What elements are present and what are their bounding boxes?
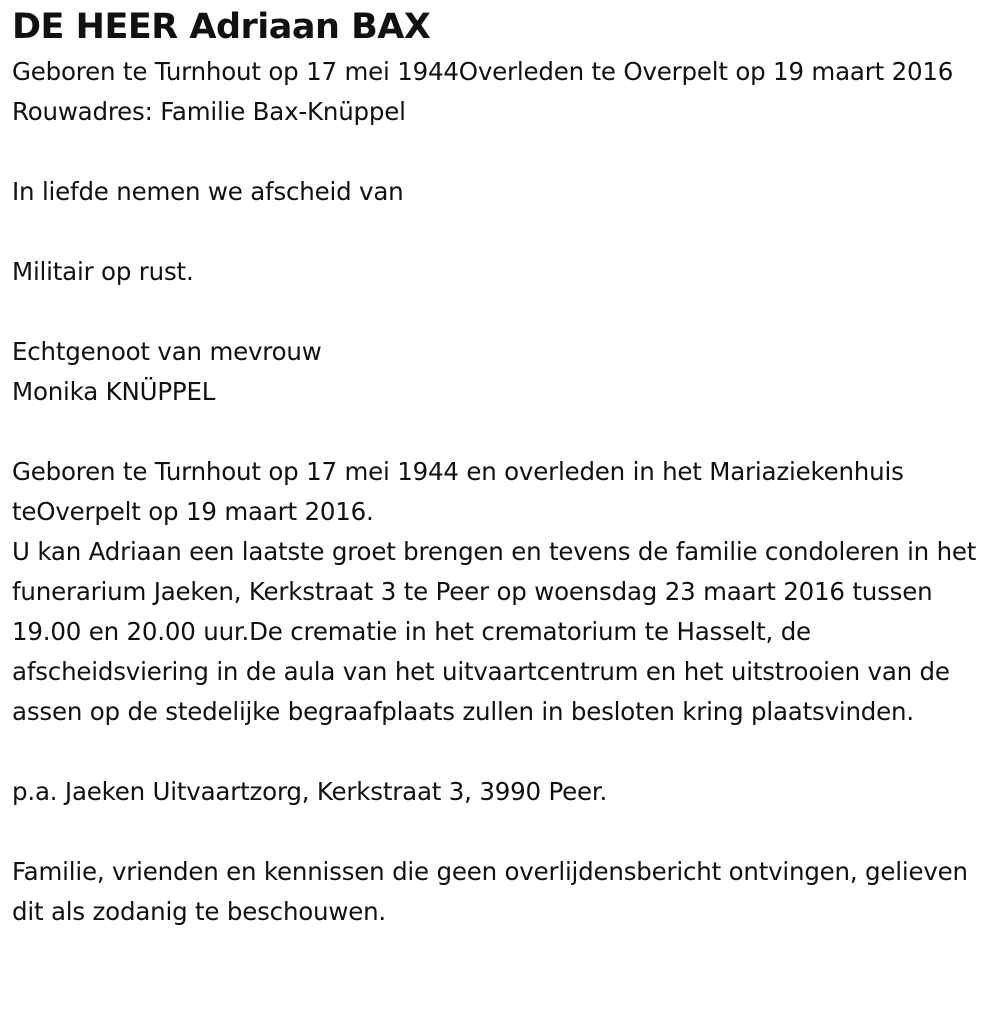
- notice-title: DE HEER Adriaan BAX: [12, 7, 431, 47]
- intro-line: In liefde nemen we afscheid van: [12, 177, 404, 206]
- birth-death-summary: Geboren te Turnhout op 17 mei 1944Overleden te Overpelt op 19 maart 2016: [12, 57, 954, 86]
- spacer: [12, 412, 988, 452]
- details-paragraph-2: U kan Adriaan een laatste groet brengen en tevens de familie condoleren in het funerarium Jaeken, Kerkstraat 3 te Peer op woensdag 23 maart 2016 tussen 19.00 en 20.00 uur.De crematie in het crematorium te Hasselt, de afscheidsviering in de aula van het uitvaartcentrum en het uitstrooien van de assen op de stedelijke begraafplaats zullen in besloten kring plaatsvinden.: [12, 537, 977, 726]
- spouse-line-1: Echtgenoot van mevrouw: [12, 337, 322, 366]
- spacer: [12, 132, 988, 172]
- notice-body: [12, 52, 988, 932]
- contact-line: p.a. Jaeken Uitvaartzorg, Kerkstraat 3, 3990 Peer.: [12, 777, 608, 806]
- spacer: [12, 292, 988, 332]
- spacer: [12, 212, 988, 252]
- occupation-line: Militair op rust.: [12, 257, 194, 286]
- mourning-address: Rouwadres: Familie Bax-Knüppel: [12, 97, 406, 126]
- closing-line: Familie, vrienden en kennissen die geen overlijdensbericht ontvingen, gelieven dit als zodanig te beschouwen.: [12, 857, 968, 926]
- spacer: [12, 732, 988, 772]
- spouse-line-2: Monika KNÜPPEL: [12, 377, 216, 406]
- spacer: [12, 812, 988, 852]
- details-paragraph-1: Geboren te Turnhout op 17 mei 1944 en overleden in het Mariaziekenhuis teOverpelt op 19 maart 2016.: [12, 457, 904, 526]
